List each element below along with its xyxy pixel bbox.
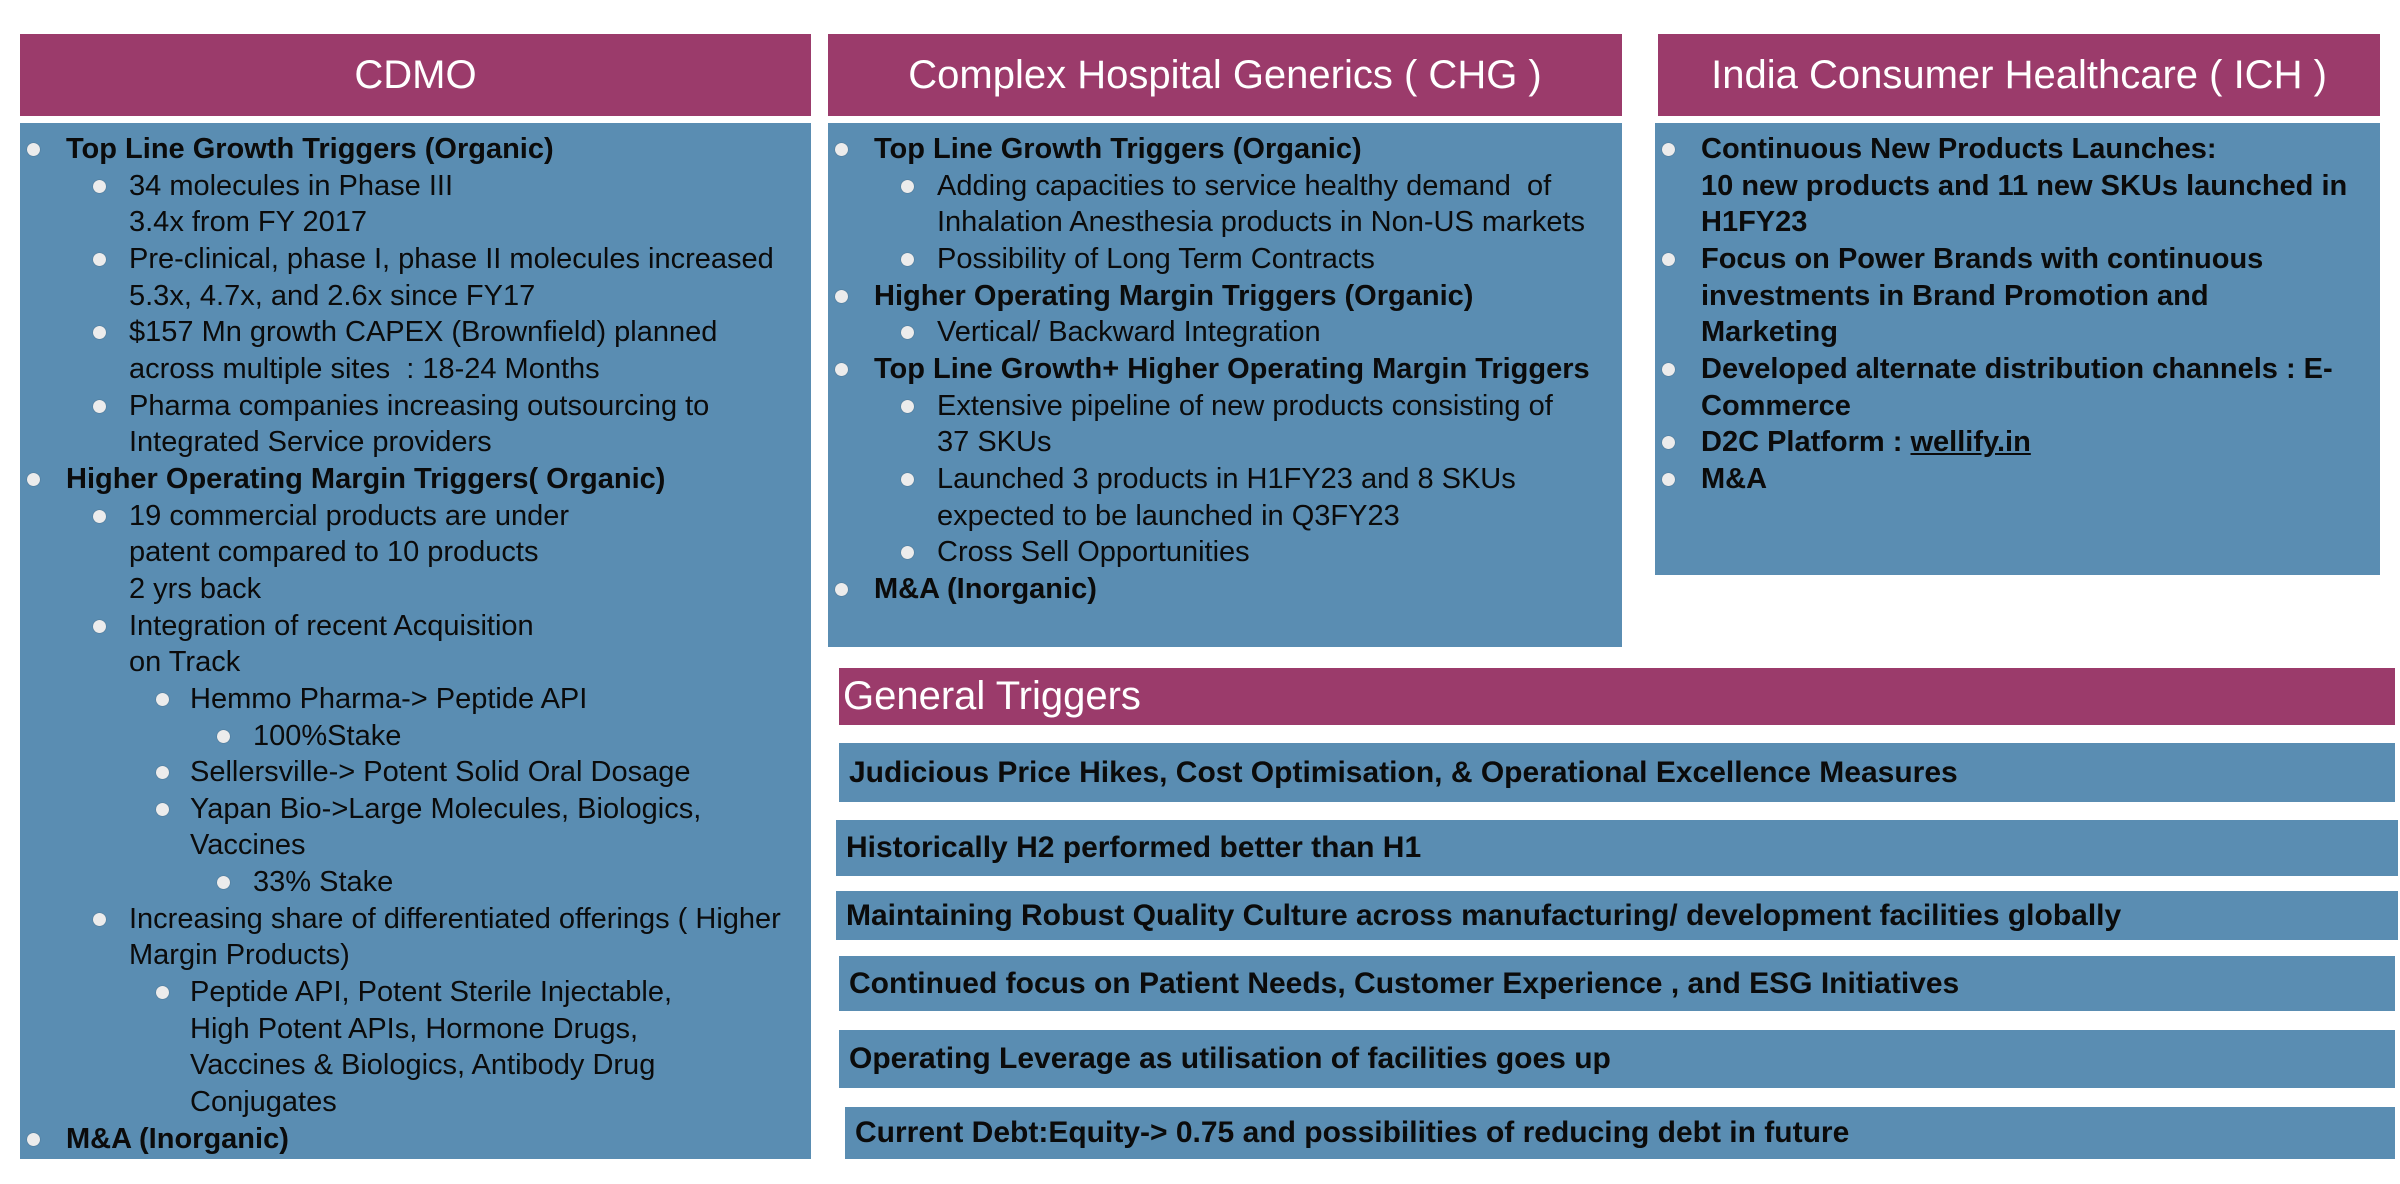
bullet-text: M&A (Inorganic) (66, 1122, 289, 1155)
bullet-dot-icon (27, 473, 40, 486)
ich-bullet-distribution (1655, 351, 2380, 424)
bullet-dot-icon (1662, 143, 1675, 156)
cdmo-bullet-outsourcing (20, 388, 811, 461)
cdmo-bullet-hemmo-stake (20, 718, 811, 755)
general-trigger-row (836, 820, 2398, 876)
bullet-dot-icon (156, 803, 169, 816)
bullet-dot-icon (93, 326, 106, 339)
bullet-dot-icon (156, 986, 169, 999)
chg-bullet-operating-margin (828, 278, 1622, 315)
bullet-dot-icon (156, 693, 169, 706)
general-trigger-row (845, 1107, 2395, 1159)
cdmo-bullet-operating-margin (20, 461, 811, 498)
bullet-dot-icon (93, 913, 106, 926)
cdmo-panel (20, 123, 811, 1159)
general-trigger-row (836, 891, 2398, 940)
bullet-dot-icon (901, 400, 914, 413)
cdmo-bullet-yapan-stake (20, 864, 811, 901)
bullet-dot-icon (901, 546, 914, 559)
cdmo-bullet-top-line-growth (20, 131, 811, 168)
general-trigger-text: Historically H2 performed better than H1 (846, 831, 1422, 864)
general-trigger-text: Maintaining Robust Quality Culture across manufacturing/ development facilities globally (846, 898, 2122, 932)
chg-bullet-top-line-growth (828, 131, 1622, 168)
ich-panel (1655, 123, 2380, 575)
cdmo-bullet-phase-iii (20, 168, 811, 241)
chg-bullet-integration (828, 314, 1622, 351)
general-trigger-text: Judicious Price Hikes, Cost Optimisation, & Operational Excellence Measures (849, 755, 1958, 789)
bullet-text: 100%Stake (253, 719, 402, 752)
bullet-text: Integration of recent Acquisition on Track (129, 609, 534, 679)
general-triggers-header (839, 668, 2395, 725)
ich-bullet-d2c-platform (1655, 424, 2380, 461)
bullet-dot-icon (901, 473, 914, 486)
ich-bullet-new-launches (1655, 131, 2380, 241)
general-trigger-row (839, 1030, 2395, 1088)
ich-bullet-power-brands (1655, 241, 2380, 351)
bullet-dot-icon (1662, 363, 1675, 376)
bullet-text: Yapan Bio->Large Molecules, Biologics, Vaccines (190, 792, 702, 862)
bullet-text: Extensive pipeline of new products consisting of 37 SKUs (937, 389, 1553, 459)
bullet-text: Top Line Growth Triggers (Organic) (66, 133, 554, 165)
cdmo-bullet-hemmo (20, 681, 811, 718)
bullet-text: Sellersville-> Potent Solid Oral Dosage (190, 756, 691, 789)
bullet-text: 19 commercial products are under patent compared to 10 products 2 yrs back (129, 499, 570, 605)
cdmo-bullet-commercial-products (20, 498, 811, 608)
bullet-text: Hemmo Pharma-> Peptide API (190, 682, 588, 715)
cdmo-bullet-capex (20, 314, 811, 387)
general-trigger-text: Current Debt:Equity-> 0.75 and possibilities of reducing debt in future (855, 1116, 1850, 1149)
bullet-text: Possibility of Long Term Contracts (937, 242, 1375, 275)
chg-bullet-launches (828, 461, 1622, 534)
general-trigger-text: Continued focus on Patient Needs, Customer Experience , and ESG Initiatives (849, 966, 1960, 1000)
bullet-text: 33% Stake (253, 866, 394, 899)
d2c-platform-label: D2C Platform : (1701, 426, 1911, 459)
cdmo-bullet-preclinical (20, 241, 811, 314)
bullet-dot-icon (27, 143, 40, 156)
bullet-text: Top Line Growth Triggers (Organic) (874, 133, 1362, 165)
cdmo-bullet-differentiated (20, 901, 811, 974)
bullet-text: M&A (1701, 462, 1768, 495)
chg-bullet-pipeline (828, 388, 1622, 461)
bullet-text: Pre-clinical, phase I, phase II molecules increased 5.3x, 4.7x, and 2.6x since FY17 (129, 242, 774, 312)
chg-bullet-m-and-a (828, 571, 1622, 608)
bullet-dot-icon (835, 290, 848, 303)
bullet-text: Launched 3 products in H1FY23 and 8 SKUs expected to be launched in Q3FY23 (937, 462, 1516, 532)
bullet-dot-icon (835, 363, 848, 376)
bullet-text: $157 Mn growth CAPEX (Brownfield) planned across multiple sites : 18-24 Months (129, 316, 718, 385)
general-trigger-text: Operating Leverage as utilisation of facilities goes up (849, 1042, 1611, 1075)
bullet-dot-icon (217, 876, 230, 889)
bullet-text (1701, 424, 2380, 461)
bullet-text: Higher Operating Margin Triggers( Organic) (66, 462, 666, 495)
bullet-dot-icon (901, 180, 914, 193)
bullet-text: Adding capacities to service healthy demand of Inhalation Anesthesia products in Non-US markets (937, 169, 1586, 239)
bullet-dot-icon (1662, 253, 1675, 266)
bullet-text: Continuous New Products Launches: 10 new products and 11 new SKUs launched in H1FY23 (1701, 133, 2348, 239)
bullet-dot-icon (901, 253, 914, 266)
bullet-dot-icon (217, 730, 230, 743)
bullet-dot-icon (93, 400, 106, 413)
bullet-text: Cross Sell Opportunities (937, 536, 1250, 569)
cdmo-bullet-acquisition (20, 608, 811, 681)
bullet-dot-icon (93, 510, 106, 523)
cdmo-bullet-product-types (20, 974, 811, 1121)
bullet-text: 34 molecules in Phase III 3.4x from FY 2017 (129, 169, 454, 239)
bullet-dot-icon (835, 143, 848, 156)
ich-bullet-m-and-a (1655, 461, 2380, 498)
bullet-text: Pharma companies increasing outsourcing to Integrated Service providers (129, 389, 710, 459)
bullet-dot-icon (901, 326, 914, 339)
chg-header (828, 34, 1622, 116)
bullet-text: M&A (Inorganic) (874, 572, 1097, 605)
bullet-dot-icon (1662, 473, 1675, 486)
ich-title: India Consumer Healthcare ( ICH ) (1711, 52, 2327, 97)
bullet-dot-icon (27, 1133, 40, 1146)
cdmo-bullet-yapan (20, 791, 811, 864)
ich-header (1658, 34, 2380, 116)
bullet-dot-icon (835, 583, 848, 596)
bullet-dot-icon (1662, 436, 1675, 449)
bullet-text: Top Line Growth+ Higher Operating Margin Triggers (874, 352, 1590, 385)
bullet-text: Increasing share of differentiated offerings ( Higher Margin Products) (129, 902, 781, 972)
chg-bullet-contracts (828, 241, 1622, 278)
cdmo-bullet-m-and-a (20, 1121, 811, 1158)
general-trigger-row (839, 743, 2395, 802)
general-triggers-title: General Triggers (843, 674, 1141, 718)
bullet-dot-icon (156, 766, 169, 779)
cdmo-title: CDMO (354, 52, 477, 97)
bullet-text: Higher Operating Margin Triggers (Organic) (874, 279, 1474, 312)
bullet-dot-icon (93, 253, 106, 266)
chg-bullet-cross-sell (828, 534, 1622, 571)
chg-title: Complex Hospital Generics ( CHG ) (908, 52, 1542, 97)
cdmo-header (20, 34, 811, 116)
general-trigger-row (839, 956, 2395, 1011)
chg-bullet-growth-and-margin (828, 351, 1622, 388)
wellify-link[interactable]: wellify.in (1910, 426, 2031, 459)
chg-bullet-capacities (828, 168, 1622, 241)
bullet-text: Peptide API, Potent Sterile Injectable, High Potent APIs, Hormone Drugs, Vaccines & Biologics, Antibody Drug Conjugates (190, 976, 673, 1119)
bullet-text: Developed alternate distribution channels : E- Commerce (1701, 352, 2333, 422)
bullet-dot-icon (93, 620, 106, 633)
cdmo-bullet-sellersville (20, 754, 811, 791)
bullet-dot-icon (93, 180, 106, 193)
bullet-text: Vertical/ Backward Integration (937, 316, 1321, 349)
chg-panel (828, 123, 1622, 647)
bullet-text: Focus on Power Brands with continuous investments in Brand Promotion and Marketing (1701, 242, 2264, 349)
